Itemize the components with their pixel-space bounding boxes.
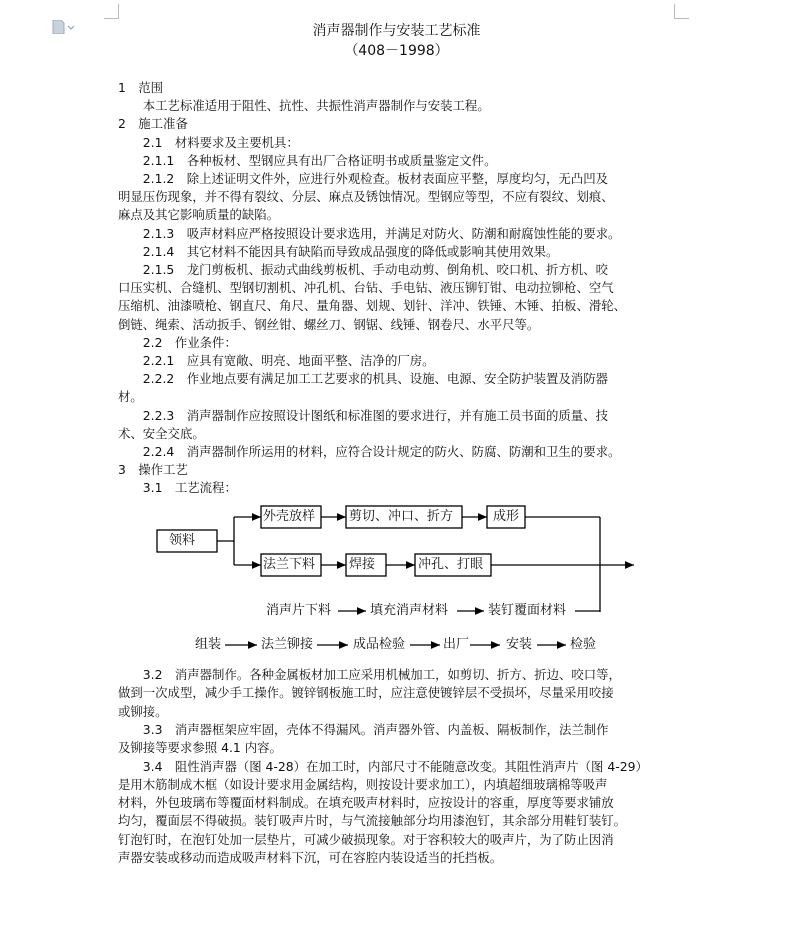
text-line: 均匀，覆面层不得破损。装钉吸声片时，与气流接触部分均用漆泡钉，其余部分用鞋钉装钉。 (118, 813, 627, 829)
text-line: 2.1.2 除上述证明文件外，应进行外观检查。板材表面应平整，厚度均匀，无凸凹及 (118, 171, 608, 186)
text-line: 2.2.1 应具有宽敞、明亮、地面平整、洁净的厂房。 (118, 353, 435, 368)
text-line: 2.1.4 其它材料不能因具有缺陷而导致成品强度的降低或影响其使用效果。 (118, 243, 559, 259)
text-line: 倒链、绳索、活动扳手、钢丝钳、螺丝刀、钢锯、线锤、钢卷尺、水平尺等。 (118, 316, 540, 332)
text-line: 2.1.1 各种板材、型钢应具有出厂合格证明书或质量鉴定文件。 (118, 152, 497, 168)
text-line: 3.3 消声器框架应牢固，壳体不得漏风。消声器外管、内盖板、隔板制作，法兰制作 (118, 721, 609, 737)
text-line: 材。 (118, 389, 143, 405)
flow-step-row2-3: 冲孔、打眼 (418, 557, 484, 572)
text-line: 2.2.2 作业地点要有满足加工工艺要求的机具、设施、电源、安全防护装置及消防器 (118, 371, 608, 387)
text-line: 做到一次成型，减少手工操作。镀锌钢板施工时，应注意使镀锌层不受损坏，尽量采用咬接 (118, 685, 614, 701)
text-line: 或铆接。 (118, 703, 168, 719)
text-line: 2.2 作业条件： (118, 334, 237, 350)
text-line: 2 施工准备 (118, 116, 188, 132)
flow-step-row3-2: 填充消声材料 (370, 603, 449, 618)
text-line: 2.2.4 消声器制作所运用的材料，应符合设计规定的防火、防腐、防潮和卫生的要求。 (118, 444, 621, 459)
flow-step-row2-1: 法兰下料 (263, 557, 316, 572)
text-line: 3.1 工艺流程： (118, 480, 237, 496)
text-line: 及铆接等要求参照 4.1 内容。 (118, 740, 282, 756)
text-line: 是用木筋制成木框（如设计要求用金属结构，则按设计要求加工），内填超细玻璃棉等吸声 (118, 776, 608, 792)
flow-step-row4-4: 出厂 (443, 637, 470, 652)
flow-step-row4-1: 组装 (195, 637, 222, 652)
flow-step-row1-2: 剪切、冲口、折方 (349, 509, 454, 524)
document-subtitle: （408－1998） (344, 43, 449, 59)
flow-step-row3-3: 装钉覆面材料 (488, 603, 567, 618)
flow-step-row4-3: 成品检验 (353, 637, 406, 652)
text-line: 2.1 材料要求及主要机具： (118, 134, 299, 150)
flow-step-row1-3: 成形 (493, 509, 520, 524)
flow-step-row2-2: 焊接 (349, 557, 376, 572)
flow-step-row4-5: 安装 (506, 637, 533, 652)
flow-step-row4-6: 检验 (570, 637, 597, 652)
text-line: 本工艺标准适用于阻性、抗性、共振性消声器制作与安装工程。 (118, 98, 490, 114)
text-line: 2.2.3 消声器制作应按照设计图纸和标准图的要求进行，并有施工员书面的质量、技 (118, 407, 608, 423)
document-title: 消声器制作与安装工艺标准 (312, 23, 481, 39)
text-line: 钉泡钉时，在泡钉处加一层垫片，可减少破损现象。对于容积较大的吸声片，为了防止因消 (118, 831, 614, 847)
text-line: 3 操作工艺 (118, 462, 188, 478)
text-line: 3.4 阻性消声器（图 4-28）在加工时，内部尺寸不能随意改变。其阻性消声片（图 4-29） (118, 758, 648, 774)
text-line: 压缩机、油漆喷枪、钢直尺、角尺、量角器、划规、划针、洋冲、铁锤、木锤、拍板、滑轮、 (118, 298, 627, 314)
text-line: 3.2 消声器制作。各种金属板材加工应采用机械加工，如剪切、折方、折边、咬口等， (118, 667, 621, 682)
text-line: 2.1.5 龙门剪板机、振动式曲线剪板机、手动电动剪、倒角机、咬口机、折方机、咬 (118, 262, 608, 277)
flow-step-start: 领料 (169, 533, 196, 548)
text-line: 麻点及其它影响质量的缺陷。 (118, 207, 280, 223)
text-line: 口压实机、合缝机、型钢切割机、冲孔机、台钻、手电钻、液压铆钉钳、电动拉铆枪、空气 (118, 280, 614, 296)
text-line: 材料，外包玻璃布等覆面材料制成。在填充吸声材料时，应按设计的容重，厚度等要求铺放 (118, 795, 614, 811)
flow-step-row1-1: 外壳放样 (263, 509, 316, 524)
flow-step-row3-1: 消声片下料 (266, 603, 332, 618)
text-line: 1 范围 (118, 80, 164, 95)
text-line: 术、安全交底。 (118, 425, 205, 441)
flow-step-row4-2: 法兰铆接 (261, 637, 314, 652)
text-line: 2.1.3 吸声材料应严格按照设计要求选用，并满足对防火、防潮和耐腐蚀性能的要求。 (118, 225, 621, 241)
text-line: 声器安装或移动而造成吸声材料下沉，可在容腔内装设适当的托挡板。 (118, 850, 503, 865)
text-line: 明显压伤现象，并不得有裂纹、分层、麻点及锈蚀情况。型钢应等型，不应有裂纹、划痕、 (118, 189, 614, 205)
